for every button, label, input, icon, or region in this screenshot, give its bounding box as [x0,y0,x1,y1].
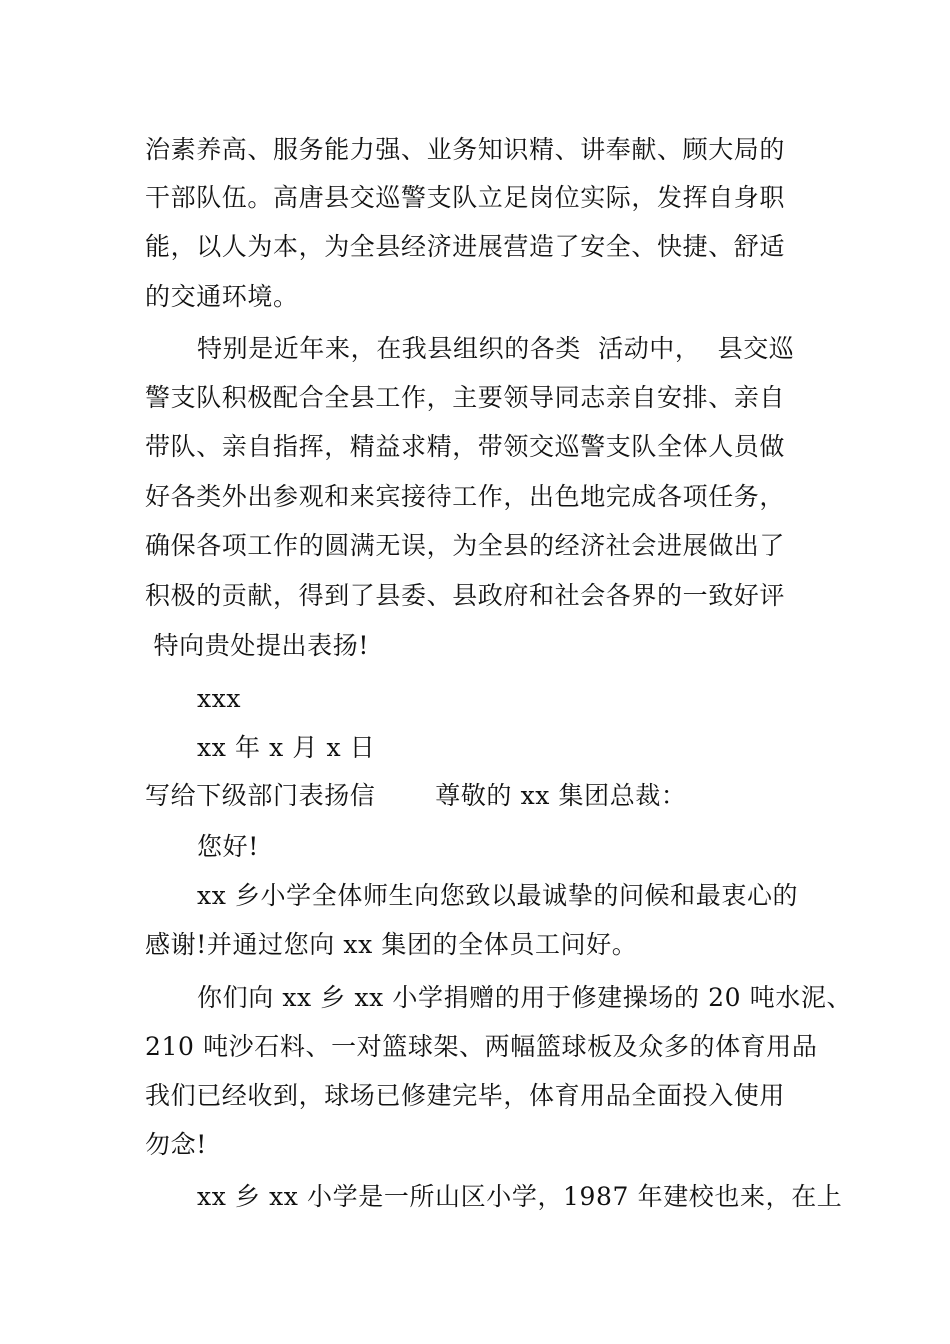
paragraph-line: 勿念! [145,1130,207,1159]
paragraph-line: 积极的贡献，得到了县委、县政府和社会各界的一致好评 [145,581,786,610]
paragraph-line: 感谢!并通过您向 xx 集团的全体员工问好。 [145,930,638,959]
paragraph-line: 能，以人为本，为全县经济进展营造了安全、快捷、舒适 [145,232,786,261]
paragraph-line: 警支队积极配合全县工作，主要领导同志亲自安排、亲自 [145,383,786,412]
greeting: 您好! [197,832,259,861]
paragraph-line: 你们向 xx 乡 xx 小学捐赠的用于修建操场的 20 吨水泥、 [197,983,853,1012]
signature-name: xxx [197,684,242,713]
paragraph-line: xx 乡小学全体师生向您致以最诚挚的问候和最衷心的 [197,881,799,910]
paragraph-line: 带队、亲自指挥，精益求精，带领交巡警支队全体人员做 [145,432,786,461]
paragraph-line: xx 乡 xx 小学是一所山区小学，1987 年建校也来，在上 [197,1182,843,1211]
paragraph-line: 特向贵处提出表扬! [145,631,369,660]
letter-heading: 写给下级部门表扬信 尊敬的 xx 集团总裁： [145,781,687,810]
signature-date: xx 年 x 月 x 日 [197,733,376,762]
paragraph-line: 的交通环境。 [145,282,299,311]
paragraph-line: 好各类外出参观和来宾接待工作，出色地完成各项任务， [145,482,786,511]
paragraph-line: 我们已经收到，球场已修建完毕，体育用品全面投入使用 [145,1081,786,1110]
paragraph-line: 确保各项工作的圆满无误，为全县的经济社会进展做出了 [145,531,786,560]
paragraph-line: 治素养高、服务能力强、业务知识精、讲奉献、顾大局的 [145,135,786,164]
paragraph-line: 特别是近年来，在我县组织的各类 活动中， 县交巡 [197,334,795,363]
paragraph-line: 210 吨沙石料、一对篮球架、两幅篮球板及众多的体育用品 [145,1032,818,1061]
paragraph-line: 干部队伍。高唐县交巡警支队立足岗位实际，发挥自身职 [145,183,786,212]
